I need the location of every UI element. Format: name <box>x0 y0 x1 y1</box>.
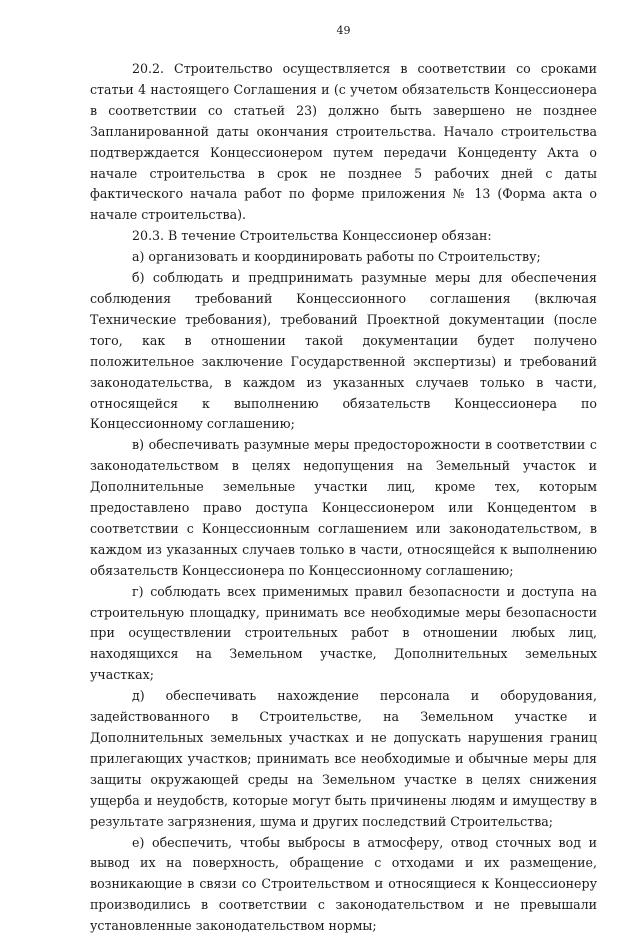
paragraph-item-g: г) соблюдать всех применимых правил безопасности и доступа на строительную площадку, принимать все необходимые меры безопасности при осуществлении строительных работ в отношении любых лиц, находящихся на Земельном участке, Дополнительных земельных участках; <box>90 583 597 683</box>
document-page <box>90 0 597 934</box>
paragraph-item-d: д) обеспечивать нахождение персонала и оборудования, задействованного в Строительстве, на Земельном участке и Дополнительных земельных участках и не допускать нарушения границ прилегающих участков; принимать все необходимые и обычные меры для защиты окружающей среды на Земельном участке в целях снижения ущерба и неудобств, которые могут быть причинены людям и имуществу в результате загрязнения, шума и других последствий Строительства; <box>90 688 597 829</box>
paragraph-item-a: а) организовать и координировать работы по Строительству; <box>132 249 541 265</box>
paragraph-item-v: в) обеспечивать разумные меры предосторожности в соответствии с законодательством в целях недопущения на Земельный участок и Дополнительные земельные участки лиц, кроме тех, которым предоставлено право доступа Концессионером или Концедентом в соответствии с Концессионным соглашением или законодательством, в каждом из указанных случаев только в части, относящейся к выполнению обязательств Концессионера по Концессионному соглашению; <box>90 437 597 578</box>
page-number: 49 <box>336 24 351 37</box>
document-body <box>90 59 597 937</box>
paragraph-20-3-intro: 20.3. В течение Строительства Концессионер обязан: <box>132 228 492 244</box>
paragraph-item-b: б) соблюдать и предпринимать разумные меры для обеспечения соблюдения требований Концессионного соглашения (включая Технические требования), требований Проектной документации (после того, как в отношении такой документации будет получено положительное заключение Государственной экспертизы) и требований законодательства, в каждом из указанных случаев только в части, относящейся к выполнению обязательств Концессионера по Концессионному соглашению; <box>90 270 597 432</box>
paragraph-20-2: 20.2. Строительство осуществляется в соответствии со сроками статьи 4 настоящего Соглашения и (с учетом обязательств Концессионера в соответствии со статьей 23) должно быть завершено не позднее Запланированной даты окончания строительства. Начало строительства подтверждается Концессионером путем передачи Концеденту Акта о начале строительства в срок не позднее 5 рабочих дней с даты фактического начала работ по форме приложения № 13 (Форма акта о начале строительства). <box>90 61 597 223</box>
paragraph-item-e: е) обеспечить, чтобы выбросы в атмосферу, отвод сточных вод и вывод их на поверхность, обращение с отходами и их размещение, возникающие в связи со Строительством и относящиеся к Концессионеру производились в соответствии с законодательством и не превышали установленные законодательством нормы; <box>90 834 597 934</box>
